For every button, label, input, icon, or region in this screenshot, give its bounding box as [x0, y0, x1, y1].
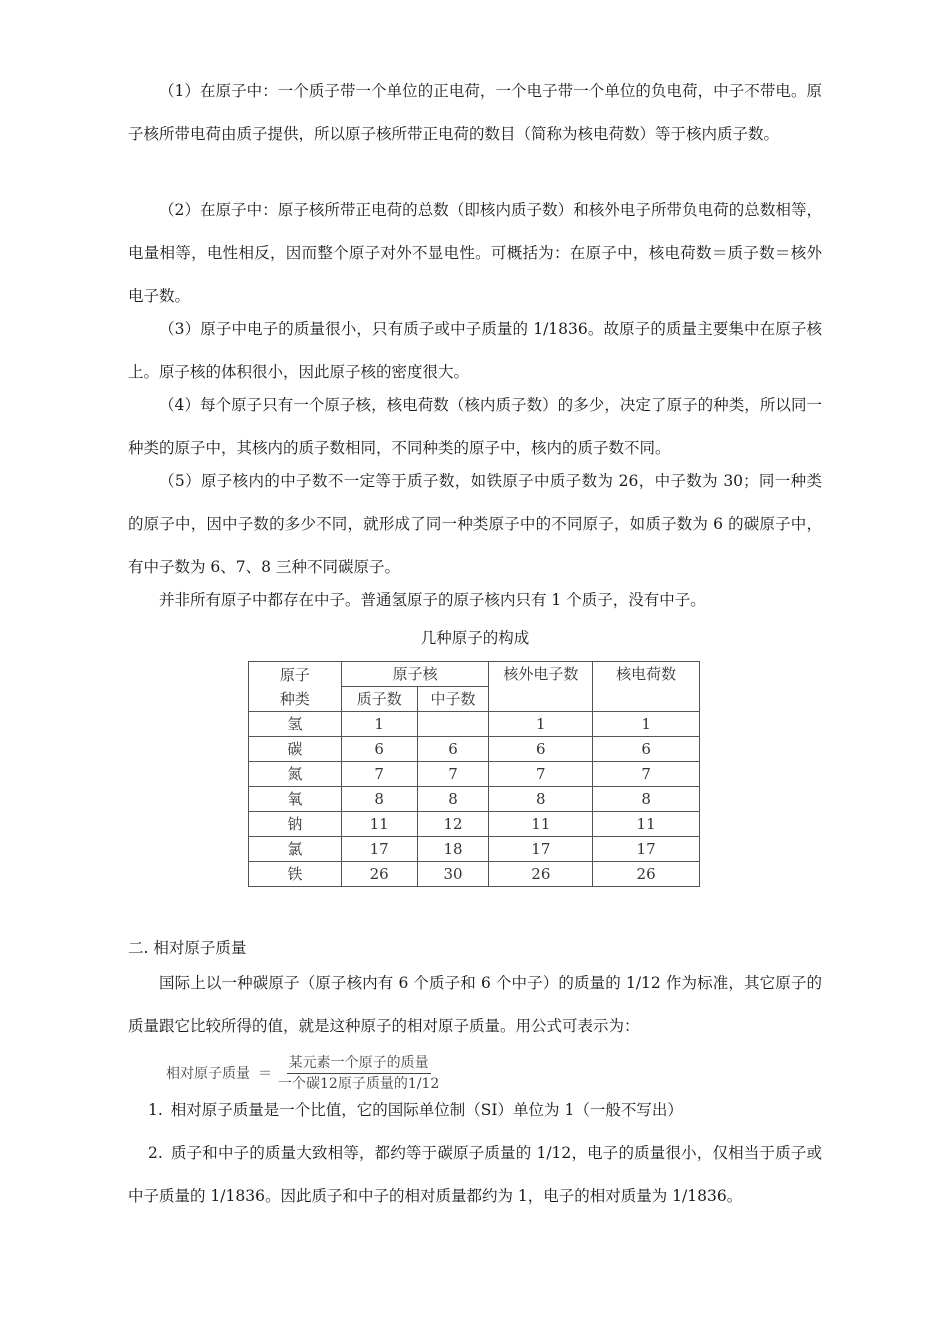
table-row	[249, 787, 700, 812]
cell-protons: 7	[341, 762, 417, 787]
paragraph-3: （3）原子中电子的质量很小，只有质子或中子质量的 1/1836。故原子的质量主要集中在原子核上。原子核的体积很小，因此原子核的密度很大。	[128, 320, 822, 381]
cell-neutrons: 7	[417, 762, 489, 787]
cell-neutrons: 30	[417, 862, 489, 887]
cell-charge: 11	[593, 812, 700, 837]
cell-electrons: 11	[489, 812, 593, 837]
note-2	[128, 1132, 822, 1218]
cell-electrons: 1	[489, 712, 593, 737]
table-row	[249, 837, 700, 862]
atom-composition-table	[248, 661, 700, 887]
cell-atom-name: 氢	[249, 712, 342, 737]
header-nuclear-charge: 核电荷数	[593, 662, 700, 712]
cell-neutrons: 12	[417, 812, 489, 837]
cell-protons: 8	[341, 787, 417, 812]
cell-atom-name: 碳	[249, 737, 342, 762]
cell-charge: 26	[593, 862, 700, 887]
table-row	[249, 737, 700, 762]
cell-protons: 6	[341, 737, 417, 762]
header-atom-type	[249, 662, 342, 712]
section-heading: 二. 相对原子质量	[128, 939, 247, 957]
section-intro: 国际上以一种碳原子（原子核内有 6 个质子和 6 个中子）的质量的 1/12 作为标准，其它原子的质量跟它比较所得的值，就是这种原子的相对原子质量。用公式可表示为：	[128, 974, 822, 1035]
header-nucleus: 原子核	[341, 662, 489, 687]
note-2-label: 2.	[148, 1144, 163, 1162]
table-caption: 几种原子的构成	[420, 629, 530, 647]
paragraph-2: （2）在原子中：原子核所带正电荷的总数（即核内质子数）和核外电子所带负电荷的总数相等，电量相等，电性相反，因而整个原子对外不显电性。可概括为：在原子中，核电荷数＝质子数＝核外电子数。	[128, 201, 822, 305]
paragraph-6: 并非所有原子中都存在中子。普通氢原子的原子核内只有 1 个质子，没有中子。	[159, 591, 706, 609]
formula-fraction	[278, 1054, 439, 1093]
cell-protons: 1	[341, 712, 417, 737]
formula-denominator: 一个碳12原子质量的1/12	[278, 1075, 440, 1092]
cell-atom-name: 铁	[249, 862, 342, 887]
note-1	[128, 1089, 822, 1132]
header-protons: 质子数	[341, 687, 417, 712]
cell-protons: 17	[341, 837, 417, 862]
header-atom-type-line1: 原子	[279, 665, 310, 684]
note-1-label: 1.	[148, 1101, 163, 1119]
paragraph-4: （4）每个原子只有一个原子核，核电荷数（核内质子数）的多少，决定了原子的种类，所以同一种类的原子中，其核内的质子数相同，不同种类的原子中，核内的质子数不同。	[128, 396, 822, 457]
table-row	[249, 812, 700, 837]
paragraph-5: （5）原子核内的中子数不一定等于质子数，如铁原子中质子数为 26，中子数为 30；同一种类的原子中，因中子数的多少不同，就形成了同一种类原子中的不同原子，如质子数为 6 的碳原子中，有中子数为 6、7、8 三种不同碳原子。	[128, 472, 822, 576]
cell-atom-name: 氧	[249, 787, 342, 812]
cell-atom-name: 氮	[249, 762, 342, 787]
cell-neutrons: 8	[417, 787, 489, 812]
cell-electrons: 6	[489, 737, 593, 762]
cell-neutrons: 6	[417, 737, 489, 762]
cell-electrons: 26	[489, 862, 593, 887]
note-1-text: 相对原子质量是一个比值，它的国际单位制（SI）单位为 1（一般不写出）	[170, 1101, 683, 1119]
table-header-row	[249, 662, 700, 687]
header-electrons: 核外电子数	[489, 662, 593, 712]
cell-charge: 1	[593, 712, 700, 737]
formula-lhs: 相对原子质量	[166, 1066, 250, 1082]
cell-charge: 7	[593, 762, 700, 787]
cell-electrons: 8	[489, 787, 593, 812]
cell-neutrons	[417, 712, 489, 737]
cell-protons: 11	[341, 812, 417, 837]
cell-electrons: 17	[489, 837, 593, 862]
cell-charge: 6	[593, 737, 700, 762]
formula-equals: ＝	[258, 1066, 272, 1082]
cell-charge: 8	[593, 787, 700, 812]
cell-atom-name: 氯	[249, 837, 342, 862]
relative-atomic-mass-formula	[166, 1053, 439, 1093]
header-atom-type-line2: 种类	[279, 689, 310, 708]
cell-charge: 17	[593, 837, 700, 862]
cell-neutrons: 18	[417, 837, 489, 862]
table-row	[249, 862, 700, 887]
formula-numerator: 某元素一个原子的质量	[287, 1054, 431, 1074]
cell-protons: 26	[341, 862, 417, 887]
cell-atom-name: 钠	[249, 812, 342, 837]
paragraph-1: （1）在原子中：一个质子带一个单位的正电荷，一个电子带一个单位的负电荷，中子不带电。原子核所带电荷由质子提供，所以原子核所带正电荷的数目（简称为核电荷数）等于核内质子数。	[128, 82, 822, 143]
table-row	[249, 762, 700, 787]
table-row	[249, 712, 700, 737]
cell-electrons: 7	[489, 762, 593, 787]
note-2-text: 质子和中子的质量大致相等，都约等于碳原子质量的 1/12，电子的质量很小，仅相当于质子或中子质量的 1/1836。因此质子和中子的相对质量都约为 1，电子的相对质量为 1/1836。	[128, 1144, 822, 1205]
header-neutrons: 中子数	[417, 687, 489, 712]
